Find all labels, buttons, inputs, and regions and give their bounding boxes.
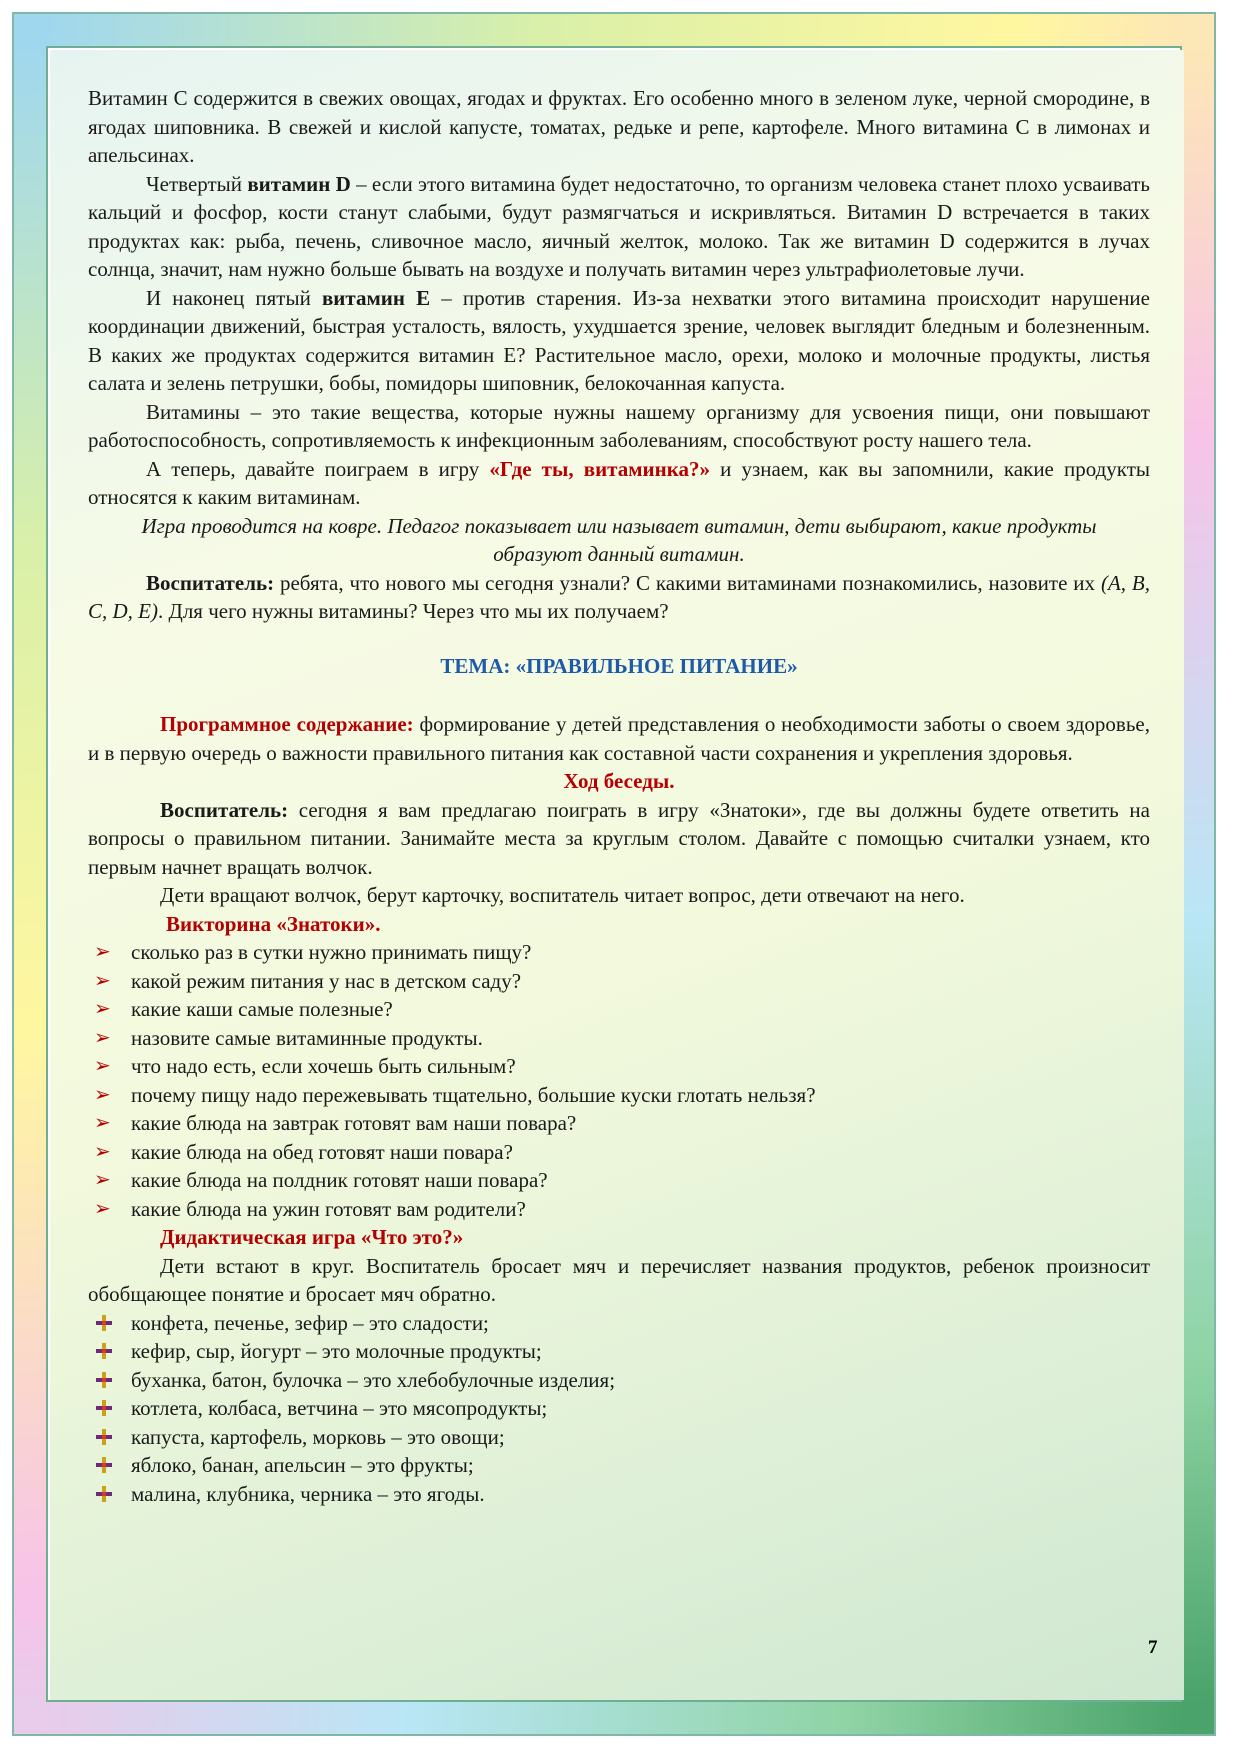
game-title: «Где ты, витаминка?» [489,456,711,481]
list-item: котлета, колбаса, ветчина – это мясопродукты; [88,1394,1150,1423]
arrow-bullet-icon: ➢ [94,1197,111,1220]
conversation-heading: Ход беседы. [563,769,675,793]
page-number: 7 [1148,1637,1158,1658]
list-item: ➢ назовите самые витаминные продукты. [88,1024,1150,1053]
vitamin-e-paragraph: И наконец пятый витамин Е – против старения. Из-за нехватки этого витамина происходит нарушение координации движений, быстрая усталость, вялость, ухудшается зрение, человек выглядит бледным и болезненным. В каких же продуктах содержится витамин Е? Растительное масло, орехи, молоко и молочные продукты, листья салата и зелень петрушки, бобы, помидоры шиповник, белокочанная капуста. [88,285,1150,395]
arrow-bullet-icon: ➢ [94,1083,111,1106]
teacher-label: Воспитатель: [146,570,275,595]
program-content-paragraph: Программное содержание: формирование у детей представления о необходимости заботы о своем здоровье, и в первую очередь о важности правильного питания как составной части сохранения и укрепления здоровья. [88,712,1150,765]
arrow-bullet-icon: ➢ [94,969,111,992]
plus-bullet-icon [96,1343,112,1359]
food-group-list [88,1309,1150,1509]
list-item: кефир, сыр, йогурт – это молочные продукты; [88,1337,1150,1366]
vitamin-letters: (А, В, С, D, Е) [88,570,1150,623]
plus-bullet-icon [96,1486,112,1502]
list-item: ➢ какой режим питания у нас в детском саду? [88,967,1150,996]
list-item: ➢ какие блюда на обед готовят наши повара? [88,1138,1150,1167]
list-item: ➢ почему пищу надо пережевывать тщательно, большие куски глотать нельзя? [88,1081,1150,1110]
vitamin-c-paragraph: Витамин С содержится в свежих овощах, ягодах и фруктах. Его особенно много в зеленом луке, черной смородине, в ягодах шиповника. В свежей и кислой капусте, томатах, редьке и репе, картофеле. Много витамина С в лимонах и апельсинах. [88,86,1150,167]
quiz-question-list [88,938,1150,1223]
teacher-question-paragraph: Воспитатель: ребята, что нового мы сегодня узнали? С какими витаминами познакомились, назовите их (А, В, С, D, Е). Для чего нужны витамины? Через что мы их получаем? [88,570,1150,623]
plus-bullet-icon [96,1400,112,1416]
vitamin-d-term: витамин D [247,171,351,196]
plus-bullet-icon [96,1429,112,1445]
game-intro-paragraph: А теперь, давайте поиграем в игру «Где ты, витаминка?» и узнаем, как вы запомнили, какие продукты относятся к каким витаминам. [88,456,1151,509]
vitamins-summary-paragraph: Витамины – это такие вещества, которые нужны нашему организму для усвоения пищи, они повышают работоспособность, сопротивляемость к инфекционным заболеваниям, способствуют росту нашего тела. [88,399,1150,452]
arrow-bullet-icon: ➢ [94,1112,111,1134]
game-note: Игра проводится на ковре. Педагог показывает или называет витамин, дети выбирают, какие продукты образуют данный витамин. [141,513,1097,566]
topic-title: ТЕМА: «ПРАВИЛЬНОЕ ПИТАНИЕ» [440,653,798,678]
program-label: Программное содержание: [160,712,414,736]
arrow-bullet-icon: ➢ [94,1026,111,1049]
teacher-label: Воспитатель: [160,797,289,822]
list-item: ➢ какие блюда на ужин готовят вам родители? [88,1195,1150,1224]
list-item: ➢ что надо есть, если хочешь быть сильным? [88,1052,1150,1081]
list-item: ➢ сколько раз в сутки нужно принимать пищу? [88,938,1150,967]
didactic-intro-paragraph: Дети встают в круг. Воспитатель бросает мяч и перечисляет названия продуктов, ребенок произносит обобщающее понятие и бросает мяч обратно. [88,1253,1150,1306]
plus-bullet-icon [96,1372,112,1388]
arrow-bullet-icon: ➢ [94,1169,111,1191]
arrow-bullet-icon: ➢ [94,941,111,963]
arrow-bullet-icon: ➢ [94,1140,111,1163]
page-content [88,84,1150,1508]
children-spin-paragraph: Дети вращают волчок, берут карточку, воспитатель читает вопрос, дети отвечают на него. [160,883,965,907]
plus-bullet-icon [96,1457,112,1473]
quiz-heading: Викторина «Знатоки». [166,911,381,936]
didactic-heading: Дидактическая игра «Что это?» [160,1225,464,1249]
list-item: ➢ какие блюда на полдник готовят наши повара? [88,1166,1150,1195]
list-item: капуста, картофель, морковь – это овощи; [88,1423,1150,1452]
vitamin-d-paragraph: Четвертый витамин D – если этого витамина будет недостаточно, то организм человека станет плохо усваивать кальций и фосфор, кости станут слабыми, будут размягчаться и искривляться. Витамин D встречается в таких продуктах как: рыба, печень, сливочное масло, яичный желток, молоко. Так же витамин D содержится в лучах солнца, значит, нам нужно больше бывать на воздухе и получать витамин через ультрафиолетовые лучи. [88,171,1151,281]
list-item: малина, клубника, черника – это ягоды. [88,1480,1150,1509]
list-item: ➢ какие каши самые полезные? [88,995,1150,1024]
teacher-intro-paragraph: Воспитатель: сегодня я вам предлагаю поиграть в игру «Знатоки», где вы должны будете ответить на вопросы о правильном питании. Занимайте места за круглым столом. Давайте с помощью считалки узнаем, кто первым начнет вращать волчок. [88,797,1150,879]
plus-bullet-icon [96,1315,112,1331]
list-item: конфета, печенье, зефир – это сладости; [88,1309,1150,1338]
vitamin-e-term: витамин Е [321,285,431,310]
list-item: яблоко, банан, апельсин – это фрукты; [88,1451,1150,1480]
arrow-bullet-icon: ➢ [94,998,111,1020]
list-item: ➢ какие блюда на завтрак готовят вам наши повара? [88,1109,1150,1138]
arrow-bullet-icon: ➢ [94,1055,111,1077]
list-item: буханка, батон, булочка – это хлебобулочные изделия; [88,1366,1150,1395]
